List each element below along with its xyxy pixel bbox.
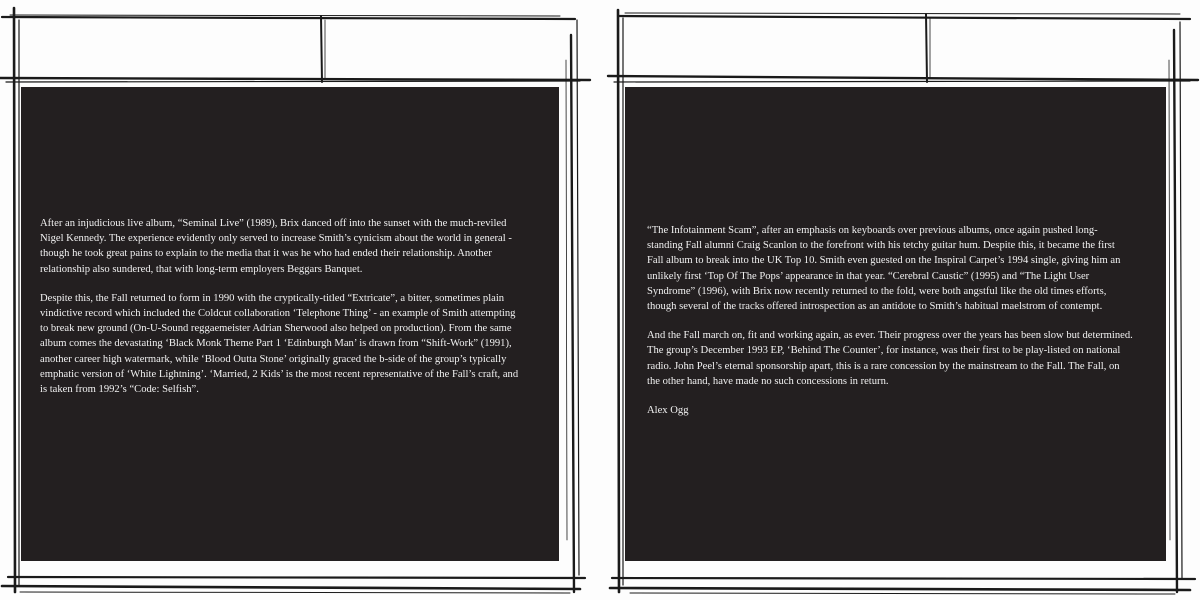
left-paragraph-1: After an injudicious live album, “Seminal Live” (1989), Brix danced off into the sunset with the much-reviled Nigel Kennedy. The experience evidently only served to increase Smith’s cynicism about the world in general - though he took great pains to explain to the media that it was he who had ended their relationship. Another relationship also sundered, that with long-term employers Beggars Banquet.: [40, 218, 512, 275]
right-text-block: [647, 223, 1133, 418]
author-signature: Alex Ogg: [647, 405, 689, 417]
left-text-block: [40, 216, 526, 411]
right-page: [600, 0, 1200, 600]
left-paragraph-2: Despite this, the Fall returned to form in 1990 with the cryptically-titled “Extricate”, a bitter, sometimes plain vindictive record which included the Coldcut collaboration ‘Telephone Thing’ - an example of Smith attempting to break new ground (On-U-Sound reggaemeister Adrian Sherwood also helped on production). From the same album comes the devastating ‘Black Monk Theme Part 1 ‘Edinburgh Man’ is drawn from “Shift-Work” (1991), another career high watermark, while ‘Blood Outta Stone’ originally graced the b-side of the group’s typically emphatic version of ‘White Lightning’. ‘Married, 2 Kids’ is the most recent representative of the Fall’s craft, and is taken from 1992’s “Code: Selfish”.: [40, 292, 519, 396]
right-paragraph-2: And the Fall march on, fit and working again, as ever. Their progress over the years has been slow but determined. The group’s December 1993 EP, ‘Behind The Counter’, for instance, was their first to be play-listed on national radio. John Peel’s eternal sponsorship apart, this is a rare concession by the mainstream to the Fall. The Fall, on the other hand, have made no such concessions in return.: [647, 330, 1133, 387]
right-paragraph-1: “The Infotainment Scam”, after an emphasis on keyboards over previous albums, once again pushed long-standing Fall alumni Craig Scanlon to the forefront with his tetchy guitar hum. Despite this, it became the first Fall album to break into the UK Top 10. Smith even guested on the Inspiral Carpet’s 1994 single, giving him an unlikely first ‘Top Of The Pops’ appearance in that year. “Cerebral Caustic” (1995) and “The Light User Syndrome” (1996), with Brix now recently returned to the fold, were both angstful like the old times efforts, though several of the tracks offered introspection as an antidote to Smith’s habitual maelstrom of contempt.: [647, 225, 1121, 313]
